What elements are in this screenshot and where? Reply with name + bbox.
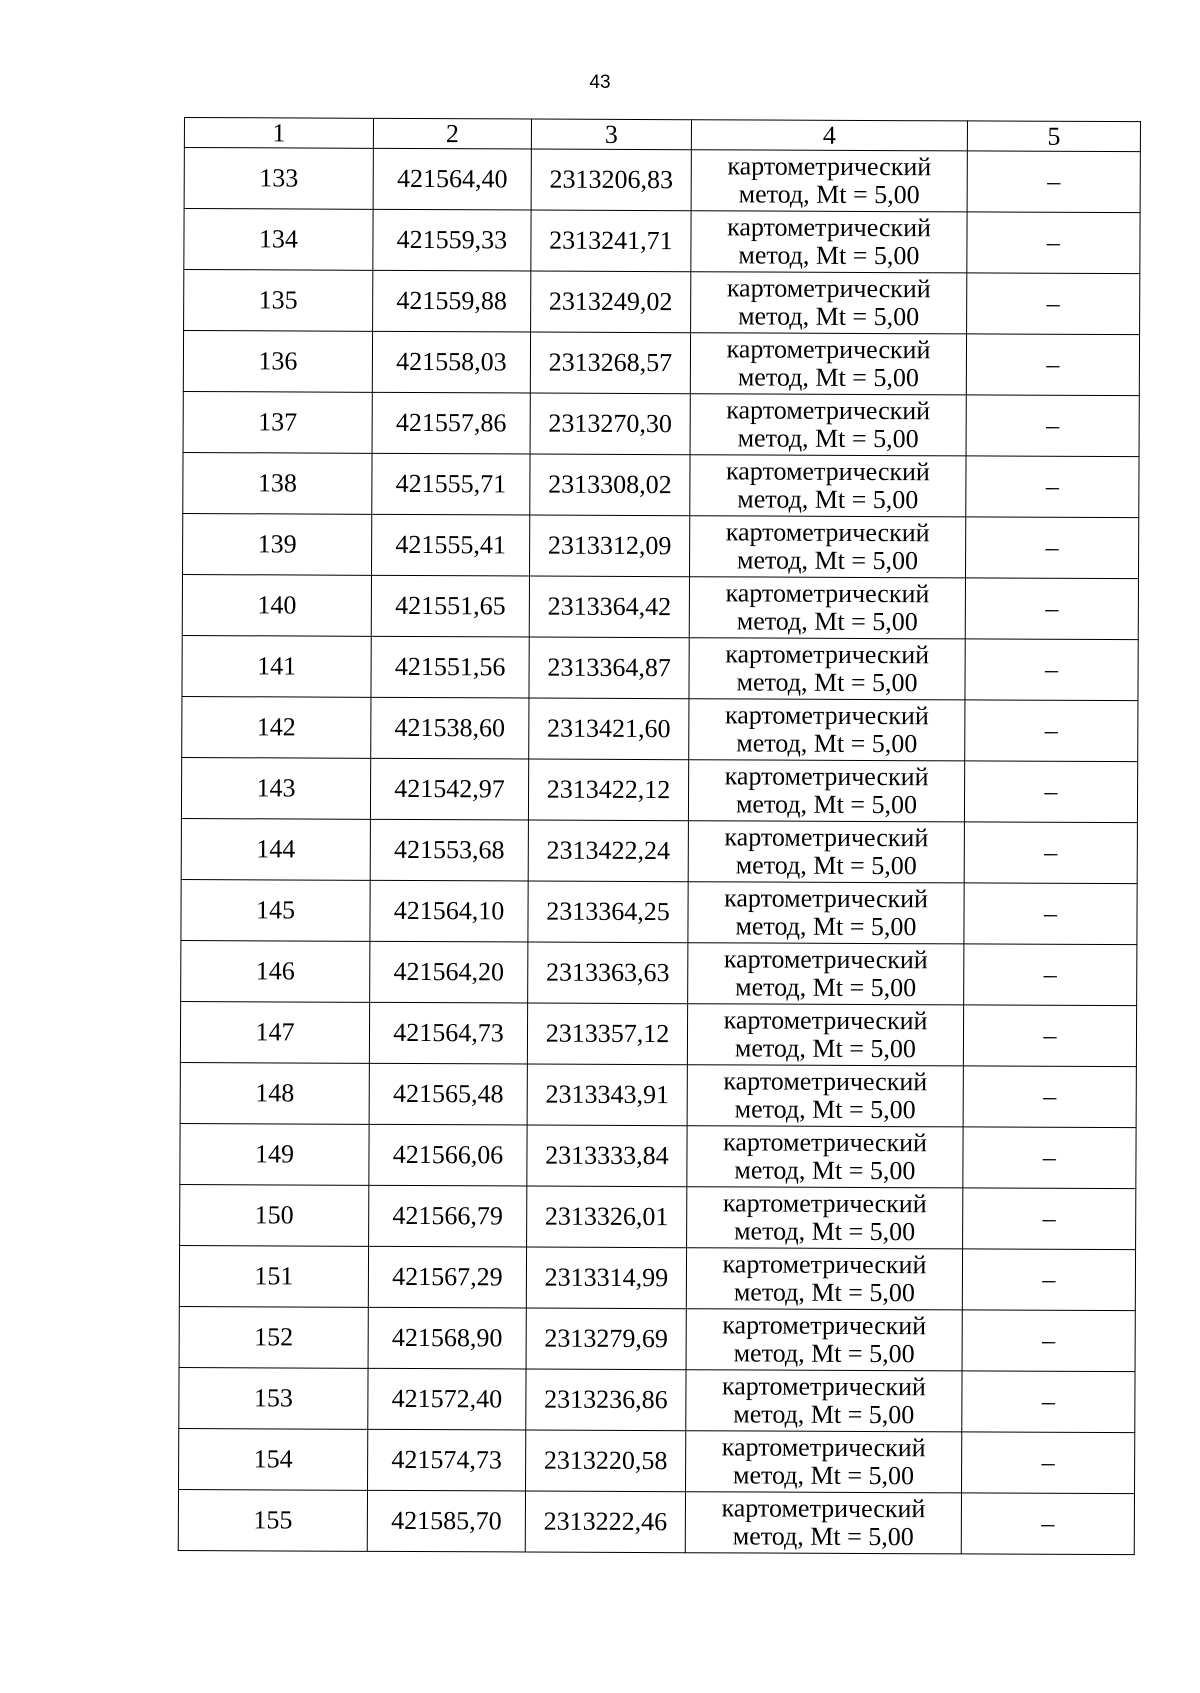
table-row — [179, 1367, 1135, 1432]
point-number-cell: 148 — [180, 1062, 369, 1124]
point-number-cell: 135 — [184, 270, 373, 332]
x-coordinate-cell: 421574,73 — [368, 1429, 526, 1491]
method-cell — [687, 1187, 963, 1249]
note-cell: – — [965, 639, 1138, 701]
y-coordinate-cell: 2313422,24 — [528, 820, 688, 882]
note-cell: – — [966, 395, 1139, 457]
method-line-1: картометрический — [722, 1310, 927, 1341]
x-coordinate-cell: 421566,06 — [369, 1124, 527, 1186]
method-line-2: метод, Mt = 5,00 — [735, 850, 917, 881]
method-line-1: картометрический — [725, 517, 930, 548]
x-coordinate-cell: 421553,68 — [370, 819, 528, 881]
method-cell — [686, 1431, 962, 1493]
table-header-row — [184, 118, 1140, 152]
table-row — [183, 331, 1139, 396]
header-col-3: 3 — [531, 119, 691, 150]
method-cell — [689, 638, 965, 700]
table-row — [180, 1123, 1136, 1188]
y-coordinate-cell: 2313236,86 — [526, 1369, 686, 1431]
y-coordinate-cell: 2313270,30 — [530, 393, 690, 455]
table-row — [184, 270, 1140, 335]
note-cell: – — [964, 944, 1137, 1006]
y-coordinate-cell: 2313364,25 — [528, 881, 688, 943]
note-cell: – — [965, 700, 1138, 762]
method-line-1: картометрический — [726, 334, 931, 365]
method-line-1: картометрический — [725, 456, 930, 487]
point-number-cell: 134 — [184, 209, 373, 271]
method-line-2: метод, Mt = 5,00 — [736, 728, 918, 759]
x-coordinate-cell: 421564,40 — [373, 148, 531, 210]
method-line-1: картометрический — [726, 395, 931, 426]
x-coordinate-cell: 421566,79 — [369, 1185, 527, 1247]
x-coordinate-cell: 421551,65 — [371, 575, 529, 637]
method-cell — [685, 1492, 961, 1554]
table-row — [183, 513, 1139, 578]
method-line-2: метод, Mt = 5,00 — [734, 1155, 916, 1186]
method-line-2: метод, Mt = 5,00 — [737, 484, 919, 515]
point-number-cell: 139 — [183, 513, 372, 575]
table-row — [179, 1428, 1135, 1493]
method-line-1: картометрический — [727, 212, 931, 243]
y-coordinate-cell: 2313312,09 — [530, 515, 690, 577]
method-line-1: картометрический — [722, 1249, 927, 1280]
point-number-cell: 144 — [181, 818, 370, 880]
note-cell: – — [963, 1005, 1136, 1067]
method-cell — [687, 1065, 963, 1127]
table-row — [181, 879, 1137, 944]
x-coordinate-cell: 421572,40 — [368, 1368, 526, 1430]
note-cell: – — [967, 151, 1140, 213]
method-cell — [690, 333, 966, 395]
point-number-cell: 147 — [180, 1001, 369, 1063]
x-coordinate-cell: 421555,41 — [372, 514, 530, 576]
point-number-cell: 154 — [179, 1428, 368, 1490]
point-number-cell: 150 — [180, 1184, 369, 1246]
note-cell: – — [965, 517, 1138, 579]
method-line-1: картометрический — [721, 1493, 926, 1524]
x-coordinate-cell: 421568,90 — [368, 1307, 526, 1369]
method-line-2: метод, Mt = 5,00 — [732, 1521, 914, 1552]
method-cell — [691, 211, 967, 273]
method-cell — [687, 1126, 963, 1188]
method-line-1: картометрический — [724, 700, 929, 731]
y-coordinate-cell: 2313333,84 — [527, 1125, 687, 1187]
point-number-cell: 149 — [180, 1123, 369, 1185]
point-number-cell: 136 — [183, 331, 372, 393]
note-cell: – — [966, 334, 1139, 396]
method-line-2: метод, Mt = 5,00 — [738, 301, 920, 332]
x-coordinate-cell: 421557,86 — [372, 392, 530, 454]
x-coordinate-cell: 421564,10 — [370, 880, 528, 942]
method-line-2: метод, Mt = 5,00 — [733, 1338, 915, 1369]
method-line-1: картометрический — [724, 883, 929, 914]
method-line-2: метод, Mt = 5,00 — [735, 911, 917, 942]
method-line-1: картометрический — [722, 1188, 927, 1219]
method-line-2: метод, Mt = 5,00 — [733, 1460, 915, 1491]
table-row — [181, 940, 1137, 1005]
y-coordinate-cell: 2313241,71 — [531, 210, 691, 272]
x-coordinate-cell: 421558,03 — [372, 331, 530, 393]
method-line-1: картометрический — [725, 639, 930, 670]
method-line-1: картометрический — [723, 1066, 928, 1097]
point-number-cell: 138 — [183, 452, 372, 514]
method-line-2: метод, Mt = 5,00 — [737, 423, 919, 454]
method-cell — [689, 516, 965, 578]
y-coordinate-cell: 2313249,02 — [531, 271, 691, 333]
method-cell — [688, 760, 964, 822]
table-body — [178, 148, 1140, 1555]
method-line-2: метод, Mt = 5,00 — [735, 972, 917, 1003]
point-number-cell: 151 — [179, 1245, 368, 1307]
method-cell — [691, 150, 967, 212]
y-coordinate-cell: 2313314,99 — [526, 1247, 686, 1309]
method-line-2: метод, Mt = 5,00 — [734, 1033, 917, 1064]
method-cell — [690, 394, 966, 456]
table-row — [179, 1306, 1135, 1371]
note-cell: – — [967, 212, 1140, 274]
point-number-cell: 153 — [179, 1367, 368, 1429]
method-cell — [686, 1309, 962, 1371]
method-line-2: метод, Mt = 5,00 — [734, 1216, 916, 1247]
x-coordinate-cell: 421585,70 — [367, 1490, 525, 1552]
method-cell — [689, 577, 965, 639]
note-cell: – — [963, 1127, 1136, 1189]
method-line-1: картометрический — [725, 578, 930, 609]
note-cell: – — [962, 1432, 1135, 1494]
y-coordinate-cell: 2313222,46 — [525, 1491, 685, 1553]
table-row — [180, 1062, 1136, 1127]
table-row — [182, 635, 1138, 700]
method-line-2: метод, Mt = 5,00 — [735, 789, 918, 820]
point-number-cell: 133 — [184, 148, 373, 210]
method-line-2: метод, Mt = 5,00 — [738, 179, 920, 210]
table-row — [182, 574, 1138, 639]
header-col-1: 1 — [184, 118, 373, 149]
table-row — [181, 818, 1137, 883]
method-cell — [687, 1004, 963, 1066]
x-coordinate-cell: 421565,48 — [369, 1063, 527, 1125]
method-line-1: картометрический — [724, 761, 929, 792]
method-line-1: картометрический — [721, 1371, 926, 1402]
method-line-2: метод, Mt = 5,00 — [737, 545, 919, 576]
table-row — [183, 452, 1139, 517]
table-row — [180, 1001, 1136, 1066]
table-row — [183, 391, 1139, 456]
table-row — [179, 1245, 1135, 1310]
x-coordinate-cell: 421559,88 — [373, 270, 531, 332]
table-row — [180, 1184, 1136, 1249]
method-line-1: картометрический — [721, 1432, 926, 1463]
y-coordinate-cell: 2313422,12 — [528, 759, 688, 821]
x-coordinate-cell: 421567,29 — [368, 1246, 526, 1308]
point-number-cell: 141 — [182, 635, 371, 697]
method-line-1: картометрический — [723, 1005, 928, 1036]
method-line-2: метод, Mt = 5,00 — [736, 606, 918, 637]
y-coordinate-cell: 2313220,58 — [526, 1430, 686, 1492]
x-coordinate-cell: 421542,97 — [370, 758, 528, 820]
method-line-2: метод, Mt = 5,00 — [733, 1399, 915, 1430]
header-col-4: 4 — [691, 120, 967, 151]
note-cell: – — [967, 273, 1140, 335]
note-cell: – — [963, 1188, 1136, 1250]
y-coordinate-cell: 2313357,12 — [527, 1003, 687, 1065]
y-coordinate-cell: 2313364,42 — [529, 576, 689, 638]
note-cell: – — [964, 883, 1137, 945]
x-coordinate-cell: 421551,56 — [371, 636, 529, 698]
note-cell: – — [962, 1371, 1135, 1433]
method-cell — [688, 821, 964, 883]
x-coordinate-cell: 421564,73 — [369, 1002, 527, 1064]
method-cell — [691, 272, 967, 334]
method-cell — [686, 1370, 962, 1432]
table-row — [181, 757, 1137, 822]
note-cell: – — [962, 1249, 1135, 1311]
method-line-2: метод, Mt = 5,00 — [733, 1277, 915, 1308]
point-number-cell: 137 — [183, 391, 372, 453]
y-coordinate-cell: 2313363,63 — [528, 942, 688, 1004]
note-cell: – — [963, 1066, 1136, 1128]
page-number: 43 — [589, 72, 611, 93]
method-cell — [689, 699, 965, 761]
y-coordinate-cell: 2313279,69 — [526, 1308, 686, 1370]
y-coordinate-cell: 2313343,91 — [527, 1064, 687, 1126]
point-number-cell: 143 — [181, 757, 370, 819]
note-cell: – — [964, 822, 1137, 884]
method-line-1: картометрический — [723, 944, 928, 975]
y-coordinate-cell: 2313206,83 — [531, 149, 691, 211]
y-coordinate-cell: 2313421,60 — [529, 698, 689, 760]
header-col-5: 5 — [967, 121, 1140, 152]
method-line-2: метод, Mt = 5,00 — [738, 240, 920, 271]
header-col-2: 2 — [373, 118, 531, 149]
point-number-cell: 145 — [181, 879, 370, 941]
y-coordinate-cell: 2313364,87 — [529, 637, 689, 699]
x-coordinate-cell: 421564,20 — [370, 941, 528, 1003]
point-number-cell: 155 — [178, 1489, 367, 1551]
method-line-1: картометрический — [726, 273, 931, 304]
table-row — [178, 1489, 1134, 1554]
coordinates-table — [178, 117, 1141, 1555]
method-line-1: картометрический — [727, 151, 932, 182]
method-cell — [688, 882, 964, 944]
note-cell: – — [961, 1493, 1134, 1555]
table-row — [182, 696, 1138, 761]
x-coordinate-cell: 421555,71 — [372, 453, 530, 515]
table-row — [184, 148, 1140, 213]
method-line-2: метод, Mt = 5,00 — [734, 1094, 916, 1125]
point-number-cell: 142 — [182, 696, 371, 758]
method-cell — [690, 455, 966, 517]
note-cell: – — [964, 761, 1137, 823]
table-row — [184, 209, 1140, 274]
x-coordinate-cell: 421559,33 — [373, 209, 531, 271]
point-number-cell: 146 — [181, 940, 370, 1002]
note-cell: – — [965, 578, 1138, 640]
method-line-2: метод, Mt = 5,00 — [736, 667, 918, 698]
method-line-1: картометрический — [723, 1127, 928, 1158]
method-cell — [688, 943, 964, 1005]
y-coordinate-cell: 2313326,01 — [527, 1186, 687, 1248]
y-coordinate-cell: 2313268,57 — [530, 332, 690, 394]
method-line-1: картометрический — [724, 822, 929, 853]
x-coordinate-cell: 421538,60 — [371, 697, 529, 759]
note-cell: – — [966, 456, 1139, 518]
method-line-2: метод, Mt = 5,00 — [737, 362, 919, 393]
note-cell: – — [962, 1310, 1135, 1372]
y-coordinate-cell: 2313308,02 — [530, 454, 690, 516]
point-number-cell: 140 — [182, 574, 371, 636]
point-number-cell: 152 — [179, 1306, 368, 1368]
method-cell — [686, 1248, 962, 1310]
